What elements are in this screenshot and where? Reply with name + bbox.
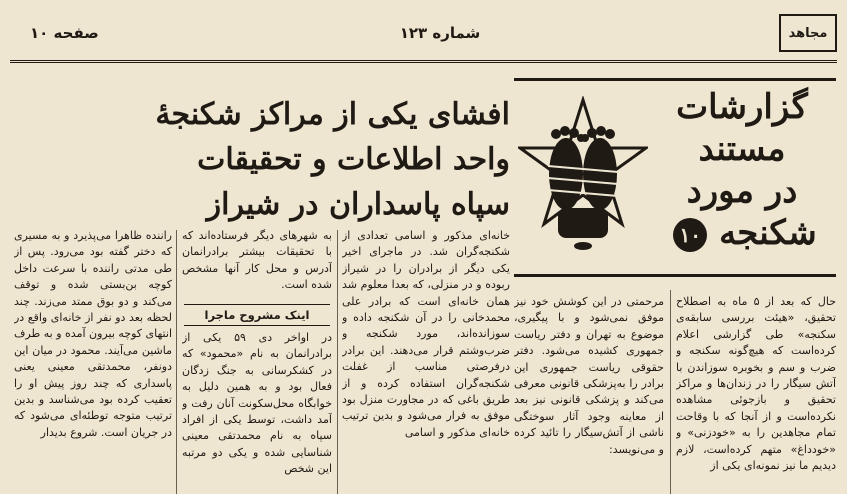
series-title xyxy=(648,86,836,268)
headline-line: سپاه پاسداران در شیراز xyxy=(206,187,510,222)
article-subheading: اینک مشروح ماجرا xyxy=(184,304,330,326)
series-number-badge: ۱۰ xyxy=(673,218,707,252)
star-outline xyxy=(520,100,646,224)
article-column-2-bottom: در اواخر دی ۵۹ یکی از برادرانمان به نام «محمود» که در کشکرسانی به جنگ زدگان فعال بود و به همین دلیل به خوابگاه محل‌سکونت آنان رفت و آمد داشت، توسط یکی از افراد سپاه به نام محمدتقی معینی شناسایی شده و یکی دو مرتبه این شخص xyxy=(182,331,332,476)
report-column-1: مرحمتی در این کوشش خود نیز موفق نمی‌شود و با پیگیری، موضوع به تهران و دفتر ریاست جمهوری کشیده می‌شود. دفتر حقوقی ریاست جمهوری این برادر را به‌پزشکی قانونی معرفی می‌کند و پزشکی قانونی نیز بعد از معاینه وجود آثار سوختگی ناشی از آتش‌سیگار را تائید کرده و می‌نویسد: xyxy=(514,295,664,456)
headline-line: افشای یکی از مراکز شکنجهٔ xyxy=(155,97,510,132)
series-title-line: مستند xyxy=(698,129,786,169)
column-divider xyxy=(337,230,338,494)
box-top-rule xyxy=(514,78,836,81)
main-headline xyxy=(14,92,510,227)
series-title-line: گزارشات xyxy=(676,87,808,127)
article-column-1: راننده ظاهرا می‌پذیرد و به مسیری که دختر گفته بود می‌رود. پس از طی مدتی راننده با سرعت داخل کوچه بن‌بستی شده و توقف می‌کند و دو بوق ممتد می‌زند. چند لحظه بعد دو نفر از خانه‌ای واقع در انتهای کوچه بیرون آمده و به طرف ماشین می‌آیند. محمود در میان این دونفر، محمدتقی معینی یعنی پاسداری که چند روز پیش او را تعقیب کرده بود می‌شناسد و بدین ترتیب متوجه توطئه‌ای می‌شود که در جریان است. شروع بدیدار xyxy=(14,229,172,439)
column-divider xyxy=(176,230,177,494)
star-feet-emblem-icon xyxy=(518,96,648,256)
column-divider xyxy=(670,290,671,494)
issue-number: شماره ۱۲۳ xyxy=(399,24,481,42)
newspaper-logo xyxy=(779,14,837,52)
article-column-2-top: به شهرهای دیگر فرستاده‌اند که با تحقیقات بیشتر برادرانمان آدرس و محل کار آنها مشخص شده است. xyxy=(182,229,332,292)
masthead xyxy=(10,10,837,58)
box-bottom-rule xyxy=(514,274,836,277)
page-number: صفحه ۱۰ xyxy=(30,24,99,42)
report-column-2: حال که بعد از ۵ ماه به اصطلاح تحقیق، «هیئت بررسی سابقه‌ی سکنجه» طی گزارشی اعلام کرده‌است که هیچ‌گونه سکنجه و ضرب و سم و بخوبره سوزاندن با آتش سیگار را در زندان‌ها و مراکز تحقیق و بازجوئی مشاهده نکرده‌است و از آنجا که با وقاحت تمام مجاهدین را به «خودزنی» و «خودداغ» متهم کرده‌است، لازم دیدیم ما نیز نمونه‌ای یکی از xyxy=(676,295,836,473)
masthead-rule xyxy=(10,60,837,63)
article-column-3: خانه‌ای مذکور و اسامی تعدادی از شکنجه‌گران شد. در ماجرای اخیر یکی دیگر از برادران را در شیراز ربوده و در منزلی، که بعدا معلوم شد همان خانه‌ای است که برادر علی محمدخانی را در آن شکنجه داده و سوزانده‌اند، مورد شکنجه و ضرب‌وشتم قرار می‌دهند. این برادر درفرصتی مناسب از غفلت شکنجه‌گران استفاده کرده و از طریق باغی که در مجاورت منزل بود موفق به فرار می‌شود و بدین ترتیب خانه‌ای مذکور و اسامی xyxy=(342,229,510,439)
logo-text: مجاهد xyxy=(788,25,828,41)
headline-line: واحد اطلاعات و تحقیقات xyxy=(197,142,510,177)
series-title-line: شکنجه ۱۰ xyxy=(648,212,836,254)
series-title-line: در مورد xyxy=(686,171,798,211)
